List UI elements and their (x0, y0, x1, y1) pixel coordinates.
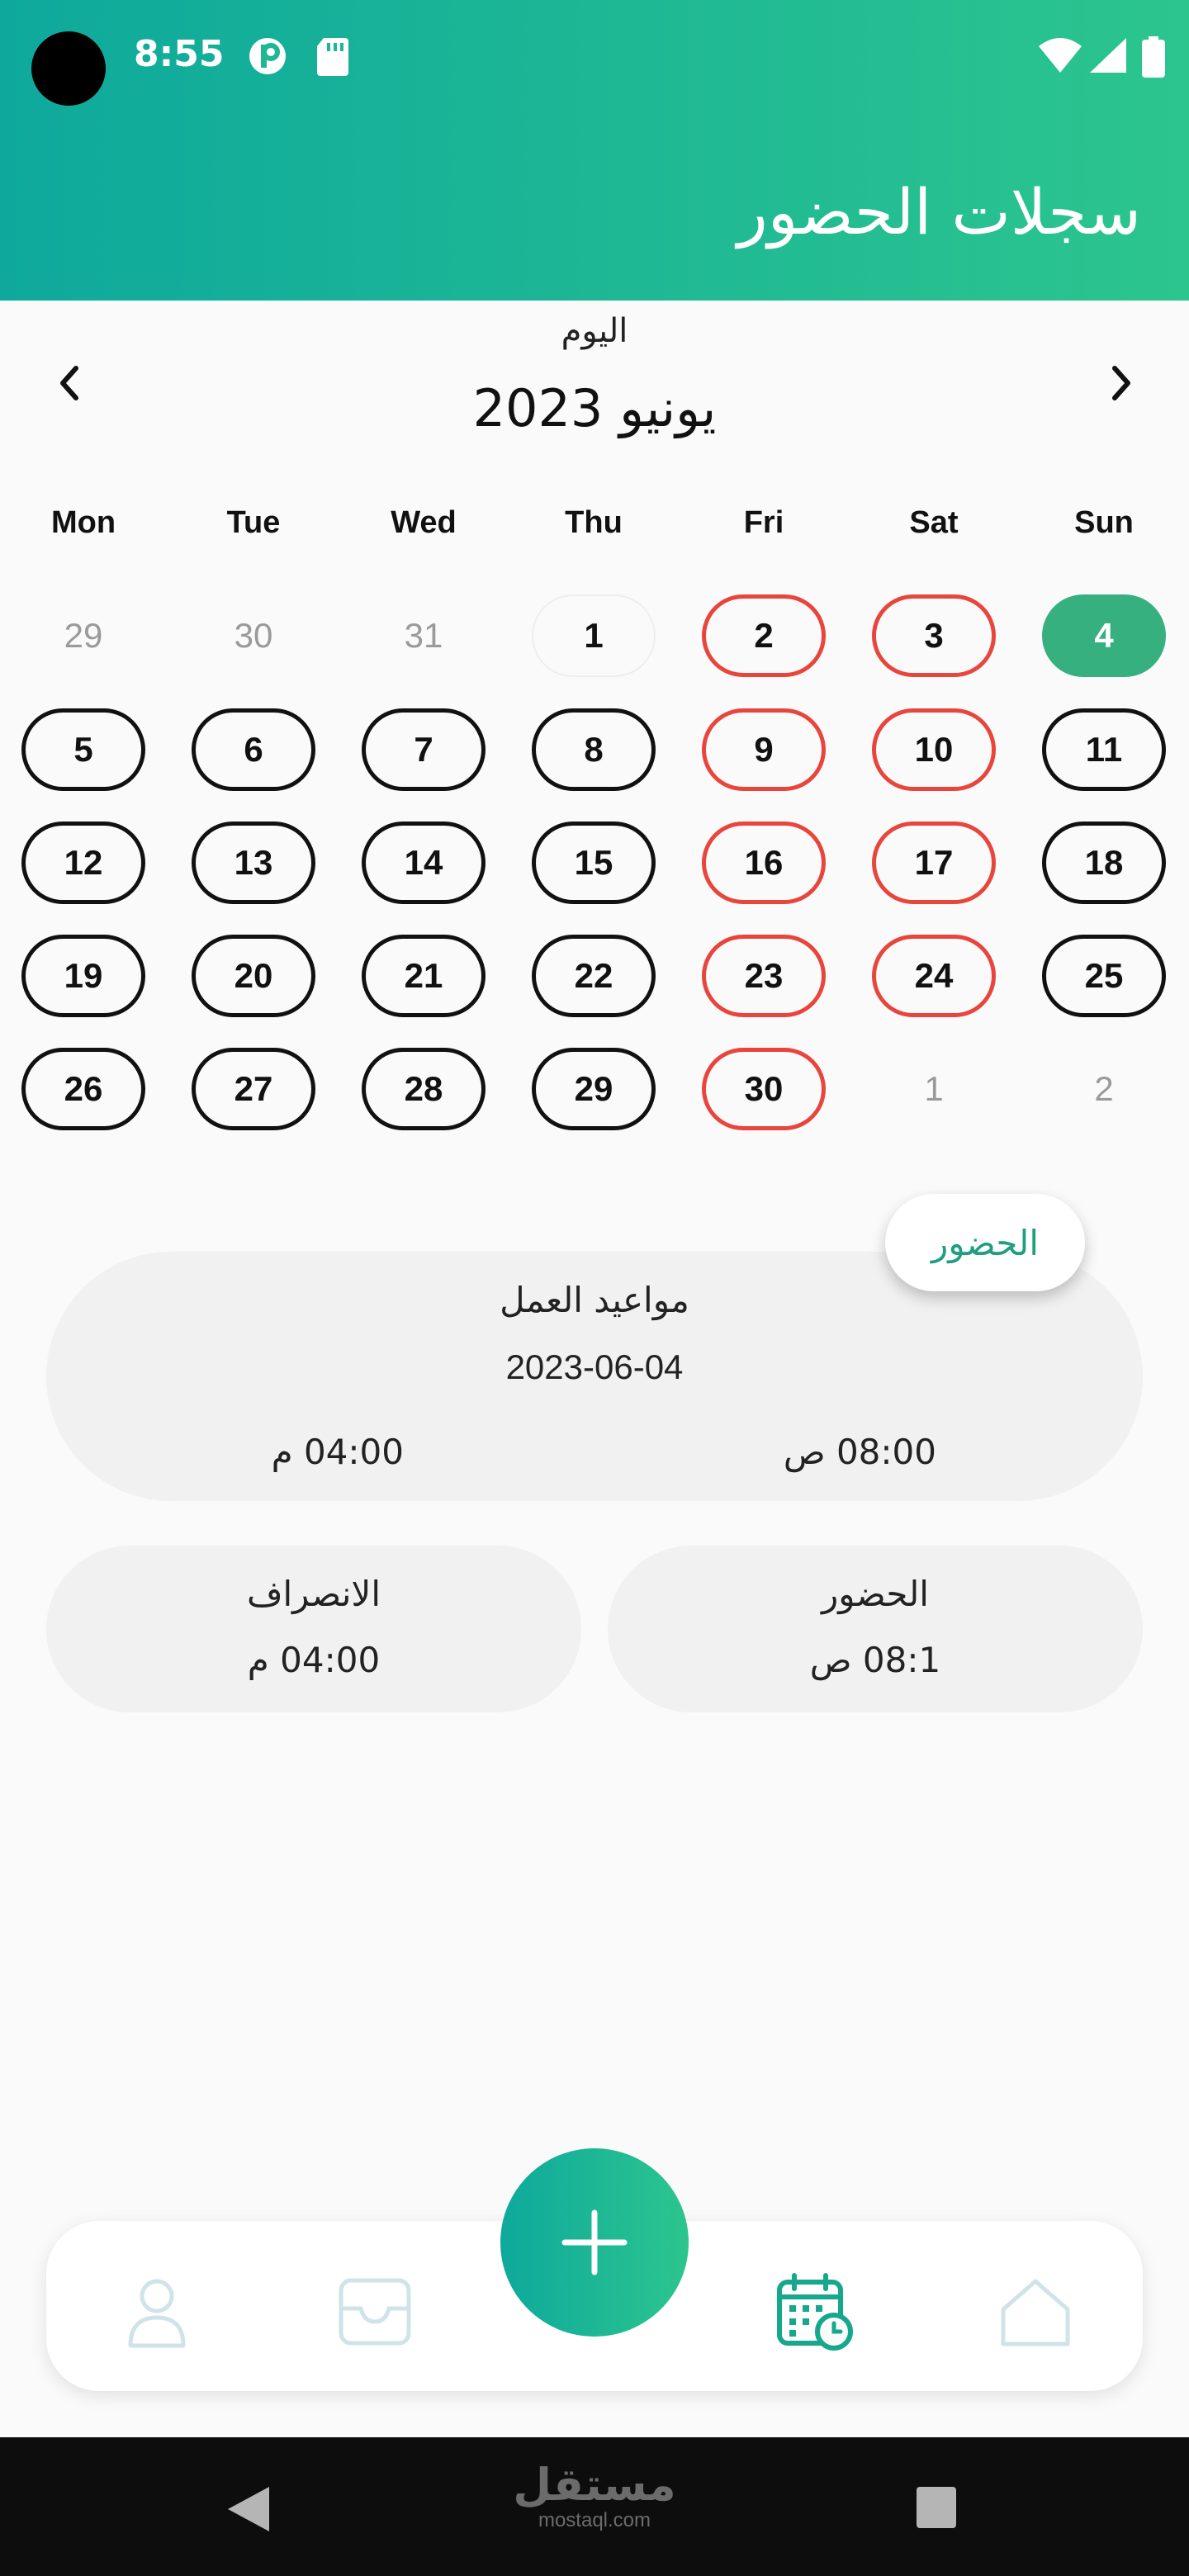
check-out-card (46, 1546, 581, 1712)
user-icon (124, 2275, 190, 2349)
calendar-day[interactable]: 7 (362, 708, 486, 791)
nav-inbox-button[interactable] (334, 2271, 416, 2353)
calendar-day[interactable]: 30 (702, 1048, 826, 1130)
calendar-clock-icon (775, 2272, 854, 2351)
calendar-day[interactable]: 19 (21, 935, 145, 1017)
calendar-day[interactable]: 3 (872, 594, 996, 677)
recents-square-icon (915, 2485, 958, 2530)
nav-home-button[interactable] (994, 2271, 1077, 2353)
add-button[interactable] (500, 2148, 689, 2337)
calendar-day[interactable]: 11 (1042, 708, 1166, 791)
check-in-time: 08:1 ص (809, 1640, 941, 1680)
work-end-time: 04:00 م (271, 1432, 404, 1472)
check-out-time: 04:00 م (247, 1640, 381, 1680)
calendar-day[interactable]: 12 (21, 822, 145, 904)
calendar-day[interactable]: 2 (1094, 1069, 1114, 1108)
calendar-day[interactable]: 24 (872, 935, 996, 1017)
status-time: 8:55 (134, 33, 225, 75)
calendar-day[interactable]: 29 (64, 616, 103, 655)
calendar-day[interactable]: 2 (702, 594, 826, 677)
calendar-day[interactable]: 28 (362, 1048, 486, 1130)
calendar-day[interactable]: 1 (532, 594, 656, 677)
month-title: يونيو 2023 (472, 378, 717, 438)
watermark-logo: مستقل mostaql.com (513, 2459, 676, 2531)
attendance-chip[interactable]: الحضور (885, 1194, 1085, 1291)
calendar-day[interactable]: 10 (872, 708, 996, 791)
home-icon (998, 2276, 1073, 2347)
weekday-thu: Thu (565, 505, 623, 540)
calendar-day[interactable]: 29 (532, 1048, 656, 1130)
system-back-button[interactable] (225, 2484, 272, 2538)
plus-icon (560, 2208, 629, 2277)
calendar-day[interactable]: 16 (702, 822, 826, 904)
check-in-label: الحضور (822, 1574, 929, 1614)
calendar-day[interactable]: 21 (362, 935, 486, 1017)
work-schedule-date: 2023-06-04 (505, 1347, 684, 1386)
calendar-day[interactable]: 18 (1042, 822, 1166, 904)
calendar-day[interactable]: 15 (532, 822, 656, 904)
check-out-label: الانصراف (246, 1574, 381, 1614)
calendar-day[interactable]: 26 (21, 1048, 145, 1130)
work-schedule-title: مواعيد العمل (500, 1280, 689, 1320)
calendar-day[interactable]: 25 (1042, 935, 1166, 1017)
nav-attendance-button[interactable] (773, 2271, 855, 2353)
weekday-fri: Fri (743, 505, 784, 540)
calendar-day[interactable]: 22 (532, 935, 656, 1017)
work-start-time: 08:00 ص (783, 1432, 936, 1472)
calendar-day[interactable]: 9 (702, 708, 826, 791)
calendar-day[interactable]: 17 (872, 822, 996, 904)
weekday-sat: Sat (909, 505, 959, 540)
weekday-wed: Wed (391, 505, 457, 540)
calendar-day[interactable]: 1 (924, 1069, 944, 1108)
page-title: سجلات الحضور (737, 175, 1141, 249)
calendar-day[interactable]: 14 (362, 822, 486, 904)
calendar-day[interactable]: 23 (702, 935, 826, 1017)
check-in-card (608, 1546, 1143, 1712)
nav-profile-button[interactable] (116, 2271, 198, 2353)
calendar-day[interactable]: 20 (192, 935, 315, 1017)
calendar-day[interactable]: 13 (192, 822, 315, 904)
today-button[interactable]: اليوم (561, 312, 628, 350)
weekday-tue: Tue (226, 505, 281, 540)
calendar-day[interactable]: 8 (532, 708, 656, 791)
weekday-sun: Sun (1074, 505, 1134, 540)
calendar-day[interactable]: 6 (192, 708, 315, 791)
calendar-day[interactable]: 5 (21, 708, 145, 791)
calendar-day[interactable]: 31 (404, 616, 443, 655)
system-recents-button[interactable] (915, 2485, 958, 2533)
calendar-day[interactable]: 30 (234, 616, 273, 655)
calendar-day[interactable]: 27 (192, 1048, 315, 1130)
back-triangle-icon (225, 2484, 272, 2535)
weekday-mon: Mon (50, 505, 116, 540)
calendar-day-selected[interactable]: 4 (1042, 594, 1166, 677)
calendar-grid (0, 0, 1189, 1156)
inbox-icon (338, 2277, 412, 2346)
